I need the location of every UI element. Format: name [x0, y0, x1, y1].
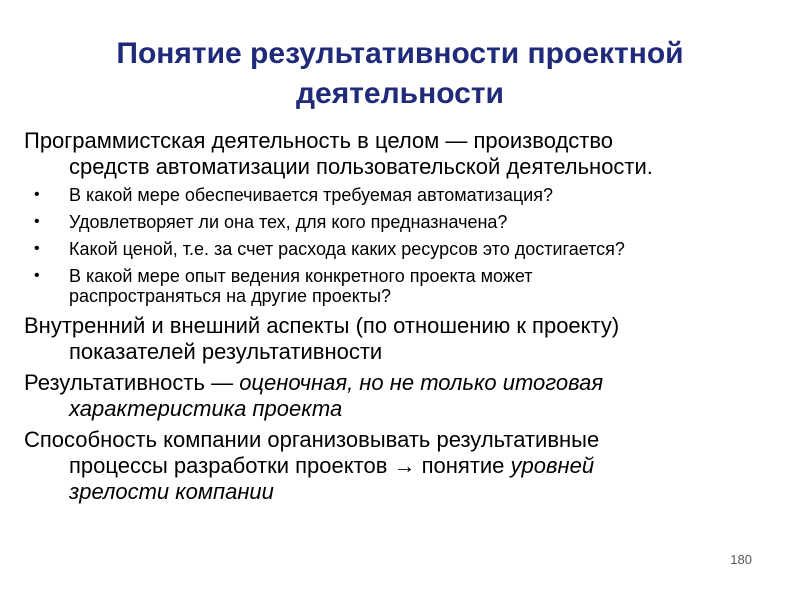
page-number: 180	[730, 552, 752, 567]
evaluation-line-2: характеристика проекта	[69, 396, 343, 421]
list-item	[24, 239, 764, 259]
evaluation-line-1	[24, 370, 764, 396]
list-item	[24, 266, 764, 306]
capability-line-1: Способность компании организовывать результативные	[24, 427, 600, 452]
slide-title	[40, 34, 760, 114]
capability-plain-text: процессы разработки проектов → понятие	[69, 453, 511, 478]
bullet-text-continued: распространяться на другие проекты?	[69, 286, 392, 306]
list-item	[24, 185, 764, 205]
evaluation-italic-text: оценочная, но не только итоговая	[239, 370, 604, 395]
intro-line-2: средств автоматизации пользовательской деятельности.	[69, 154, 653, 179]
slide-body	[24, 128, 764, 510]
bullet-text: Какой ценой, т.е. за счет расхода каких ресурсов это достигается?	[69, 239, 625, 259]
intro-paragraph	[24, 128, 764, 180]
bullet-text: В какой мере обеспечивается требуемая автоматизация?	[69, 185, 553, 205]
capability-line-2	[69, 453, 764, 479]
bullet-icon: •	[34, 186, 40, 203]
bullet-text: Удовлетворяет ли она тех, для кого предназначена?	[69, 212, 508, 232]
question-list	[24, 185, 764, 306]
aspects-paragraph	[24, 313, 764, 365]
slide-title-line-2: деятельности	[296, 77, 504, 110]
list-item	[24, 212, 764, 232]
capability-italic-text: уровней	[510, 453, 595, 478]
capability-line-3: зрелости компании	[69, 479, 274, 504]
bullet-icon: •	[34, 267, 40, 284]
bullet-text: В какой мере опыт ведения конкретного проекта может	[69, 266, 533, 286]
slide-title-line-1: Понятие результативности проектной	[116, 37, 684, 70]
bullet-icon: •	[34, 240, 40, 257]
evaluation-paragraph	[24, 370, 764, 422]
aspects-line-1: Внутренний и внешний аспекты (по отношению к проекту)	[24, 313, 620, 338]
capability-paragraph	[24, 427, 764, 505]
aspects-line-2: показателей результативности	[69, 339, 383, 364]
bullet-icon: •	[34, 213, 40, 230]
intro-line-1: Программистская деятельность в целом — производство	[24, 128, 614, 153]
evaluation-plain-text: Результативность —	[24, 370, 240, 395]
